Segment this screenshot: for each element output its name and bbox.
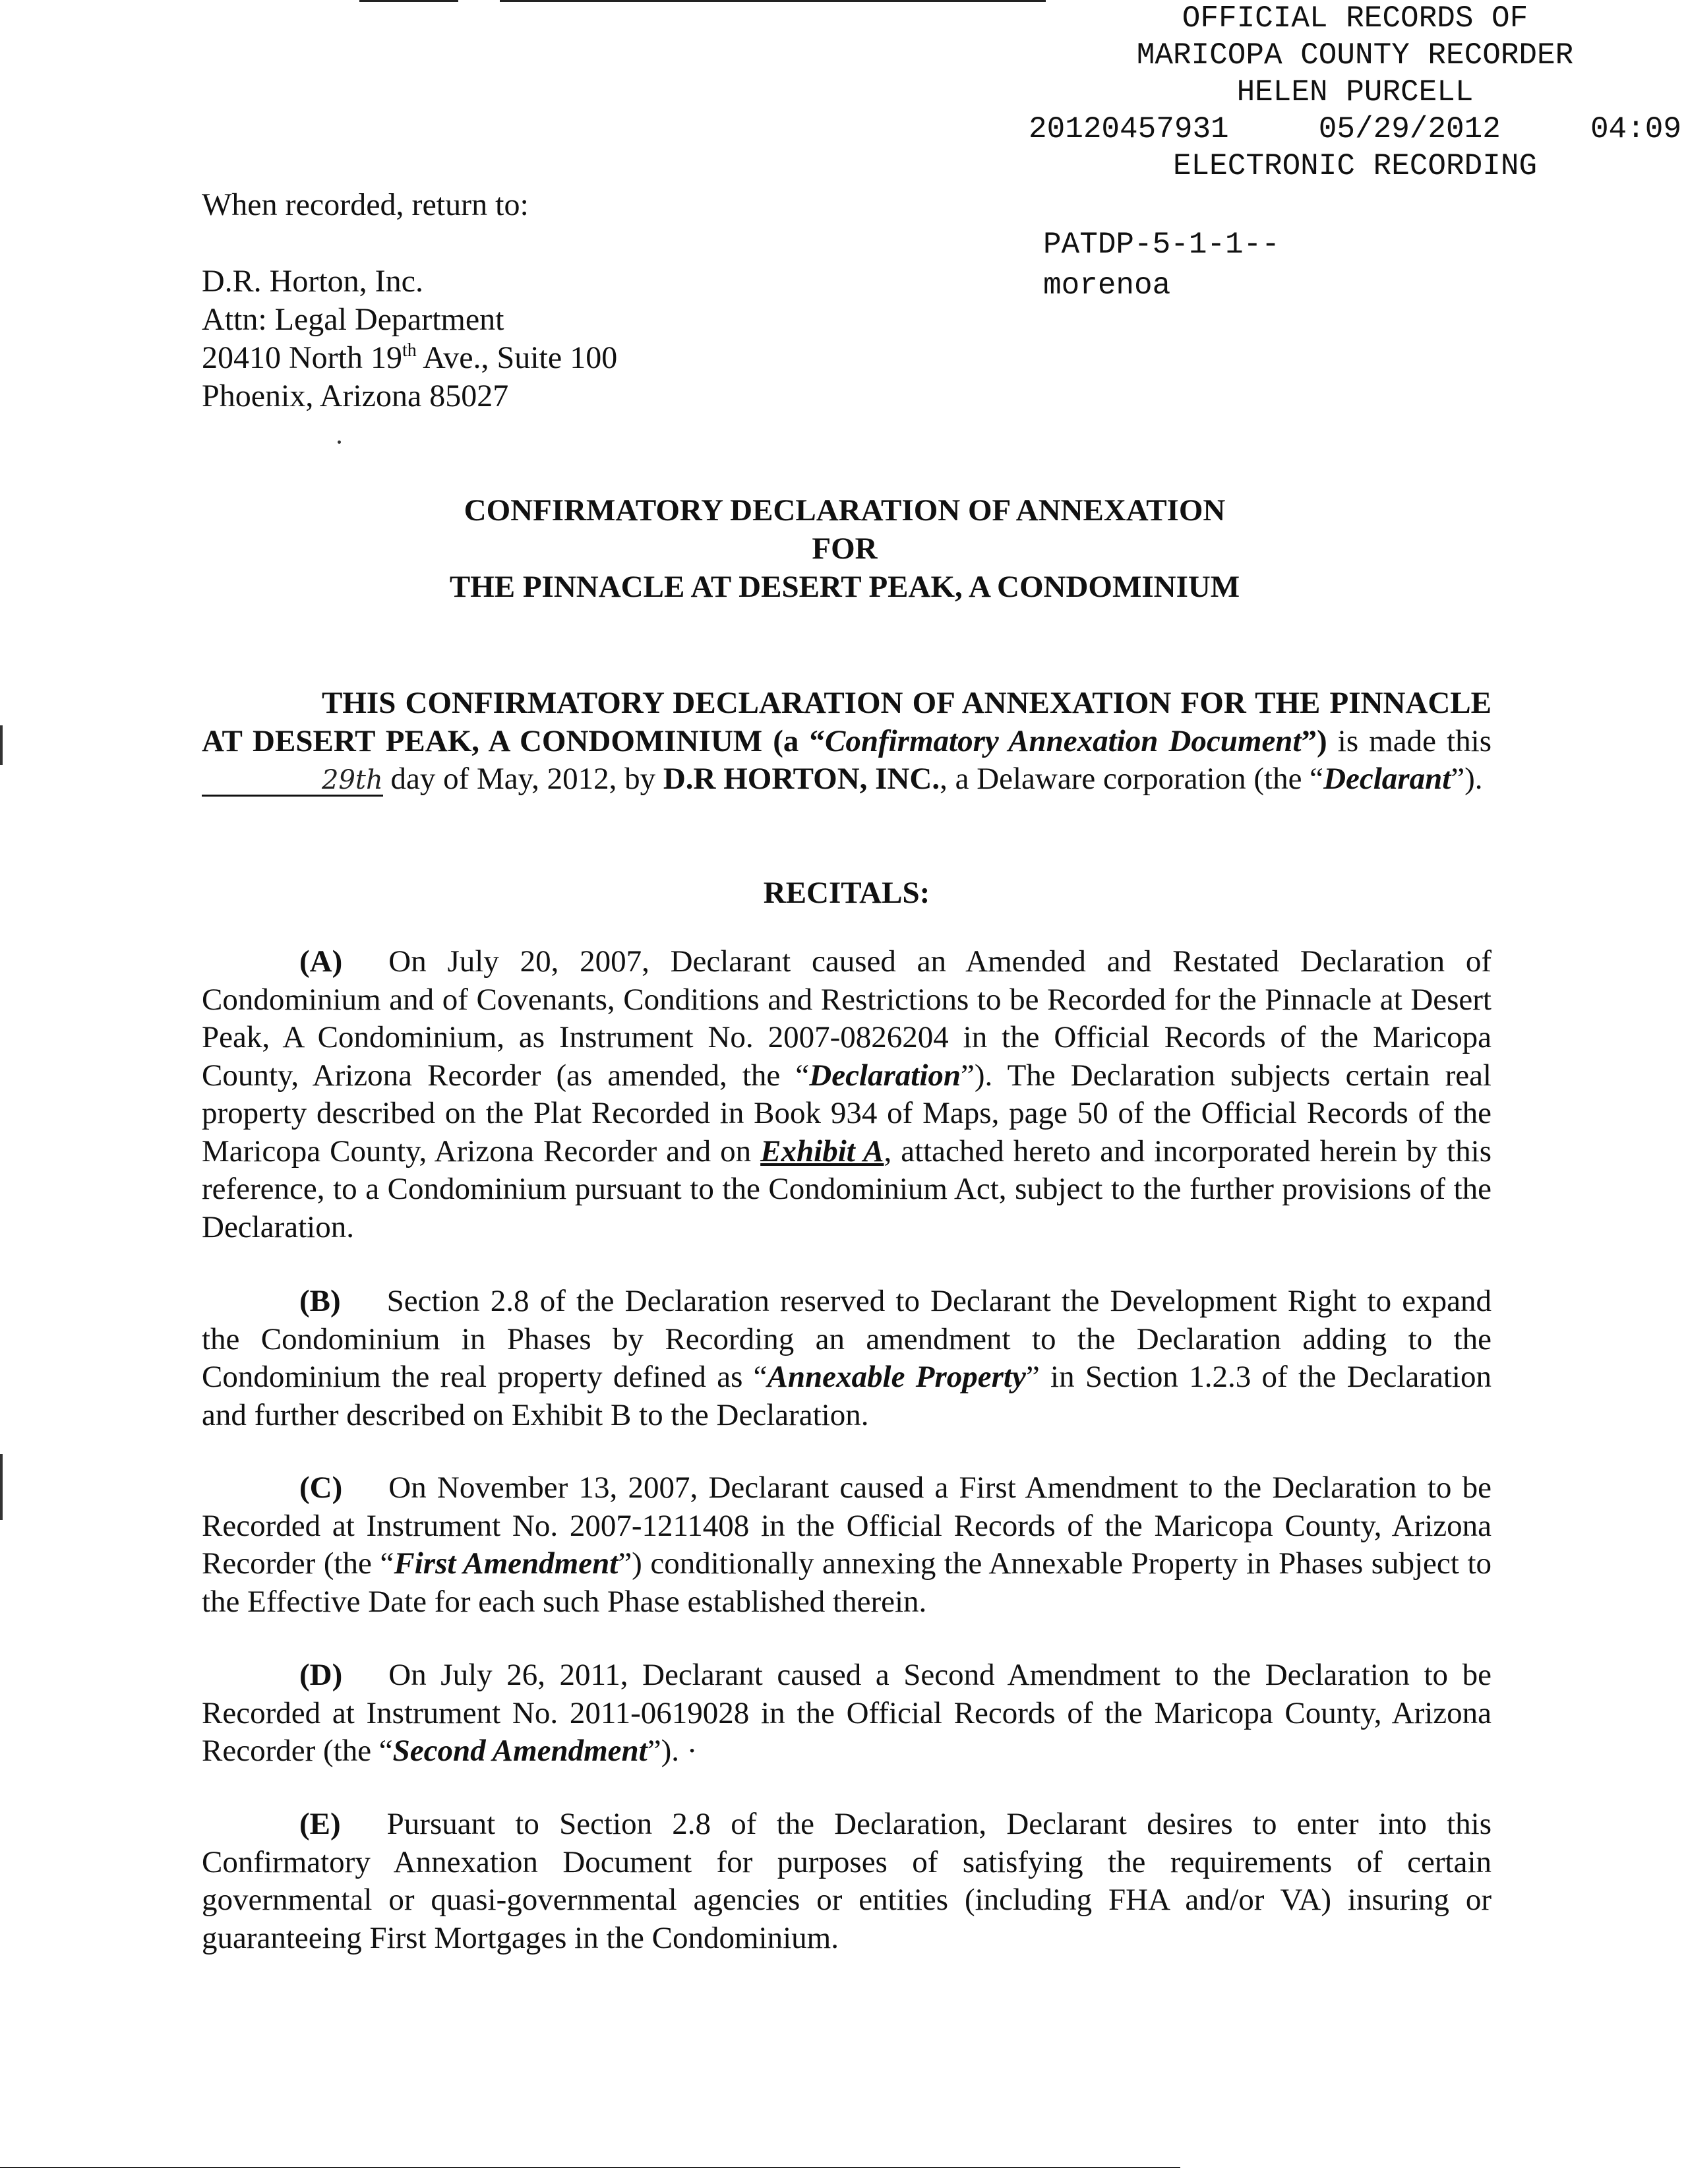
return-name: D.R. Horton, Inc.	[202, 264, 423, 299]
intro-end: ”).	[1451, 762, 1483, 796]
title-line-1: CONFIRMATORY DECLARATION OF ANNEXATION	[464, 493, 1226, 528]
intro-made-this: is made this	[1327, 723, 1492, 758]
recital-c-term: First Amendment	[394, 1546, 618, 1581]
return-city: Phoenix, Arizona 85027	[202, 379, 509, 413]
recital-b-text-1: Section 2.8 of the Declaration reserved to Declarant the Development Right to expand the Condominium in Phases by Recording an amendment to the Declaration adding to the Condominium the real property defined as “	[202, 1284, 1492, 1394]
recital-e-text-1: Pursuant to Section 2.8 of the Declaration, Declarant desires to enter into this Confirmatory Annexation Document for purposes of satisfying the requirements of certain governmental or quasi-governmental agencies or entities (including FHA and/or VA) insuring or guaranteeing First Mortgages in the Condominium.	[202, 1807, 1492, 1955]
return-street-rest: Ave., Suite 100	[416, 340, 618, 375]
intro-open-quote: (a “	[762, 723, 825, 758]
recital-e-letter: (E)	[299, 1807, 341, 1841]
top-scan-rule-right	[500, 0, 1046, 2]
recital-d-letter: (D)	[299, 1658, 343, 1692]
recitals-heading: RECITALS:	[763, 876, 930, 910]
recital-b-text-2: ” in Section 1.2.3 of the Declaration and further described on Exhibit B to the Declaration.	[202, 1360, 1492, 1432]
recital-b-term: Annexable Property	[767, 1360, 1026, 1394]
bottom-scan-rule	[0, 2167, 1180, 2168]
return-attn: Attn: Legal Department	[202, 302, 504, 337]
return-address-block	[202, 186, 617, 415]
recital-b-letter: (B)	[299, 1284, 341, 1318]
recital-d-text-1: On July 26, 2011, Declarant caused a Second Amendment to the Declaration to be Recorded at Instrument No. 2011-0619028 in the Official Records of the Maricopa County, Arizona Recorder (the “	[202, 1658, 1492, 1768]
reference-block	[1043, 224, 1280, 306]
return-street-suffix: th	[402, 340, 417, 361]
intro-term-document: Confirmatory Annexation Document	[824, 723, 1302, 758]
return-street	[202, 339, 617, 377]
intro-heading-text: THIS CONFIRMATORY DECLARATION OF ANNEXATION FOR THE PINNACLE AT DESERT PEAK, A CONDOMINIUM	[202, 686, 1492, 758]
margin-mark-upper	[0, 725, 3, 765]
recital-b	[202, 1283, 1492, 1434]
recital-a	[202, 943, 1492, 1246]
recital-a-letter: (A)	[299, 944, 343, 979]
stray-mark	[338, 440, 341, 444]
document-title	[202, 491, 1488, 606]
record-time: 04:09	[1590, 112, 1681, 146]
recital-c-letter: (C)	[299, 1471, 343, 1505]
handwritten-day: 29th	[202, 766, 383, 797]
recital-d-text-2: ”). ·	[647, 1734, 698, 1768]
stamp-recording-type: ELECTRONIC RECORDING	[1172, 149, 1538, 183]
intro-paragraph	[202, 684, 1492, 799]
intro-term-declarant: Declarant	[1323, 762, 1451, 796]
top-scan-rule-left	[359, 0, 458, 2]
stamp-line-1: OFFICIAL RECORDS OF	[1182, 1, 1528, 36]
recital-c	[202, 1469, 1492, 1621]
stamp-line-2: MARICOPA COUNTY RECORDER	[1136, 38, 1574, 73]
record-date: 05/29/2012	[1318, 112, 1501, 146]
recital-a-text-1: On July 20, 2007, Declarant caused an Amended and Restated Declaration of Condominium and of Covenants, Conditions and Restrictions to be Recorded for the Pinnacle at Desert Peak, A Condominium, as Instrument No. 2007-0826204 in the Official Records of the Maricopa County, Arizona Recorder (as amended, the “	[202, 944, 1492, 1093]
intro-party: D.R HORTON, INC.	[663, 762, 940, 796]
recital-a-term: Declaration	[809, 1058, 961, 1093]
intro-close-quote: ”)	[1301, 723, 1327, 758]
intro-date-text: day of May, 2012, by	[382, 762, 663, 796]
recital-a-text-2: ”). The Declaration subjects certain real property described on the Plat Recorded in Book 934 of Maps, page 50 of the Official Records of the Maricopa County, Arizona Recorder and on	[202, 1058, 1492, 1168]
recital-d	[202, 1656, 1492, 1771]
stamp-line-3: HELEN PURCELL	[1236, 75, 1474, 109]
title-line-3: THE PINNACLE AT DESERT PEAK, A CONDOMINIUM	[449, 570, 1240, 604]
recital-c-text-2: ”) conditionally annexing the Annexable Property in Phases subject to the Effective Date for each such Phase established therein.	[202, 1546, 1492, 1619]
stamp-record-line	[1029, 111, 1681, 148]
margin-mark-lower	[0, 1454, 3, 1520]
intro-corp-text: , a Delaware corporation (the “	[940, 762, 1324, 796]
recital-c-text-1: On November 13, 2007, Declarant caused a First Amendment to the Declaration to be Recorded at Instrument No. 2007-1211408 in the Official Records of the Maricopa County, Arizona Recorder (the “	[202, 1471, 1492, 1581]
return-label: When recorded, return to:	[202, 187, 529, 222]
record-number: 20120457931	[1029, 112, 1229, 146]
recital-d-term: Second Amendment	[392, 1734, 648, 1768]
recital-a-exhibit: Exhibit A	[760, 1134, 884, 1168]
reference-code: PATDP-5-1-1--	[1043, 228, 1280, 262]
recital-a-text-3: , attached hereto and incorporated herein by this reference, to a Condominium pursuant to the Condominium Act, subject to the further provisions of the Declaration.	[202, 1134, 1492, 1244]
recorder-stamp	[1029, 0, 1681, 185]
title-line-2: FOR	[812, 531, 878, 566]
recital-e	[202, 1805, 1492, 1957]
return-street-number: 20410 North 19	[202, 340, 402, 375]
reference-user: morenoa	[1043, 268, 1171, 303]
